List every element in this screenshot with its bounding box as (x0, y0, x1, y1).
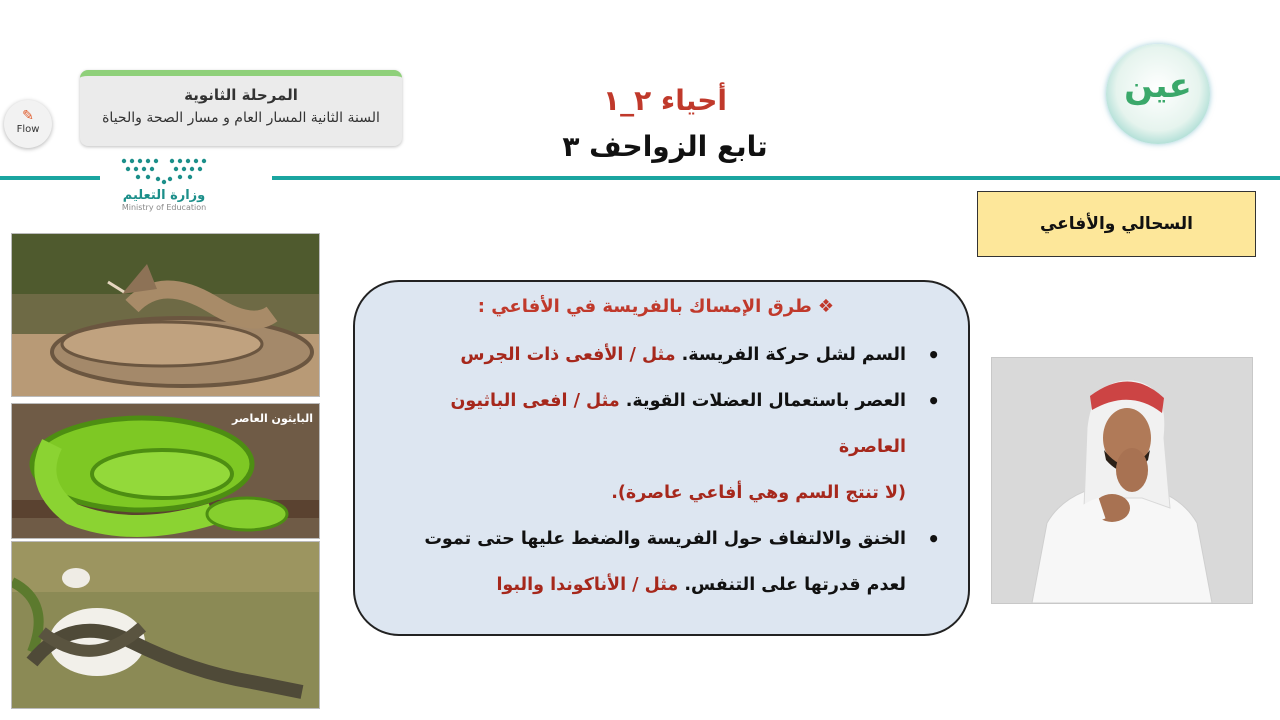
content-heading (478, 296, 834, 317)
ministry-logo (108, 156, 220, 226)
flow-label: Flow (16, 124, 40, 135)
method-example: مثل / الأناكوندا والبوا (496, 575, 679, 595)
channel-logo-text: عين (1124, 66, 1192, 106)
pen-icon: ✎ (22, 108, 34, 124)
list-item (380, 516, 940, 608)
diamond-bullet-icon: ❖ (817, 296, 834, 317)
lesson-subtitle: تابع الزواحف ٣ (562, 130, 768, 163)
method-text: العصر باستعمال العضلات القوية. (625, 391, 906, 411)
method-text: الخنق والالتفاف حول الفريسة والضغط عليها حتى تموت لعدم قدرتها على التنفس. (424, 529, 906, 595)
list-item (380, 332, 940, 378)
stage-info-box (80, 70, 402, 146)
method-text: السم لشل حركة الفريسة. (681, 345, 906, 365)
channel-logo (1106, 44, 1210, 144)
list-item (380, 378, 940, 516)
ministry-name-ar: وزارة التعليم (122, 188, 206, 203)
stage-title: المرحلة الثانوية (184, 86, 298, 104)
method-example: مثل / الأفعى ذات الجرس (460, 345, 676, 365)
method-example: مثل / افعى الباثيون العاصرة (450, 391, 906, 457)
anaconda-photo (11, 541, 320, 709)
lesson-title: أحياء ٢_١ (603, 84, 727, 117)
sign-language-video (991, 357, 1253, 604)
green-python-photo (11, 403, 320, 539)
python-photo-caption: البايثون العاصر (232, 412, 313, 425)
flow-badge[interactable] (4, 100, 52, 148)
section-label: السحالي والأفاعي (977, 191, 1256, 257)
rattlesnake-photo (11, 233, 320, 397)
stage-subtitle: السنة الثانية المسار العام و مسار الصحة والحياة (102, 110, 380, 126)
method-note: (لا تنتج السم وهي أفاعي عاصرة). (611, 483, 906, 503)
content-box (353, 280, 970, 636)
prey-methods-list (380, 332, 940, 608)
ministry-dots-icon (118, 156, 210, 186)
heading-text: طرق الإمساك بالفريسة في الأفاعي : (477, 296, 812, 317)
ministry-name-en: Ministry of Education (121, 203, 207, 212)
